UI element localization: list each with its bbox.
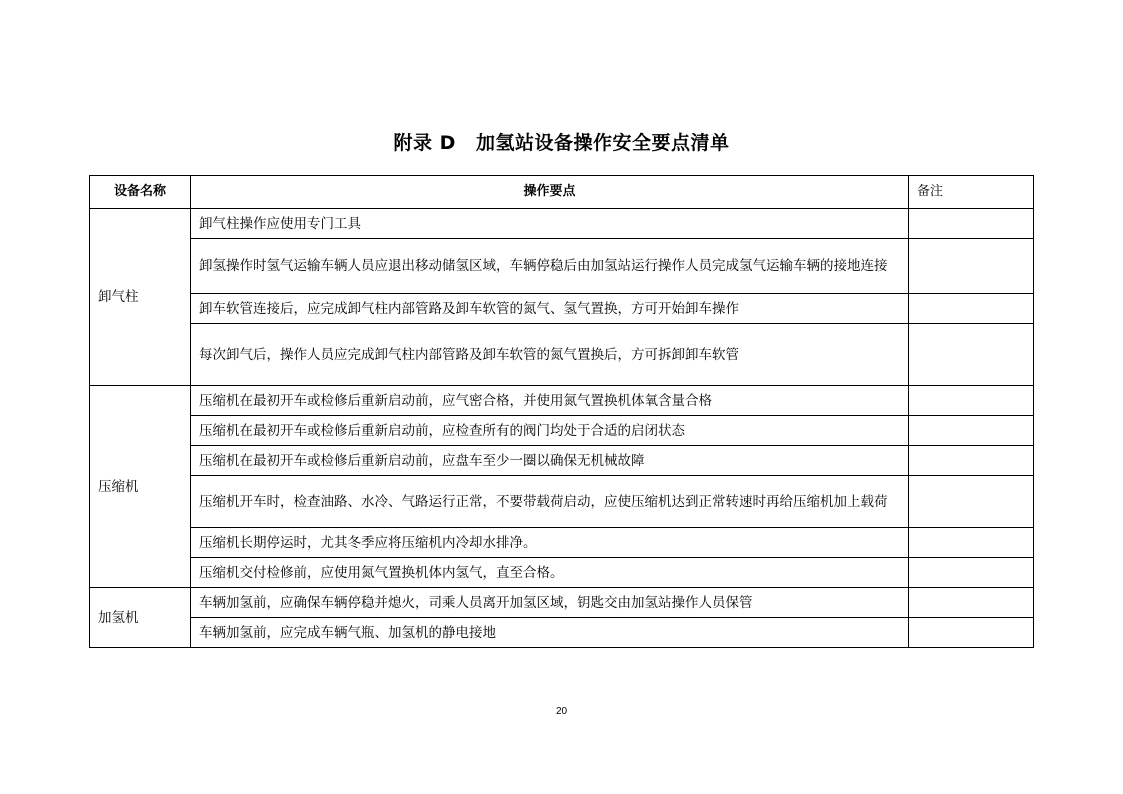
page-number: 20 — [555, 706, 568, 717]
table-header-row — [90, 176, 1034, 209]
table-row — [90, 416, 1034, 446]
table-row — [90, 558, 1034, 588]
appendix-title: 加氢站设备操作安全要点清单 — [475, 132, 730, 154]
page-title — [0, 128, 1123, 155]
equipment-cell: 卸气柱 — [90, 209, 191, 386]
note-cell — [909, 588, 1034, 618]
table-row — [90, 618, 1034, 648]
operation-point-cell: 卸车软管连接后，应完成卸气柱内部管路及卸车软管的氮气、氢气置换，方可开始卸车操作 — [191, 294, 909, 324]
table-row — [90, 386, 1034, 416]
note-cell — [909, 239, 1034, 294]
operation-point-cell: 压缩机开车时，检查油路、水冷、气路运行正常，不要带载荷启动，应使压缩机达到正常转速时再给压缩机加上载荷 — [191, 476, 909, 528]
note-cell — [909, 618, 1034, 648]
note-cell — [909, 416, 1034, 446]
operation-point-cell: 每次卸气后，操作人员应完成卸气柱内部管路及卸车软管的氮气置换后，方可拆卸卸车软管 — [191, 324, 909, 386]
note-cell — [909, 324, 1034, 386]
note-cell — [909, 476, 1034, 528]
table-row — [90, 294, 1034, 324]
header-operation-points: 操作要点 — [191, 176, 909, 209]
table-row — [90, 209, 1034, 239]
note-cell — [909, 558, 1034, 588]
safety-checklist-table — [89, 175, 1034, 648]
note-cell — [909, 209, 1034, 239]
operation-point-cell: 车辆加氢前，应完成车辆气瓶、加氢机的静电接地 — [191, 618, 909, 648]
operation-point-cell: 压缩机长期停运时，尤其冬季应将压缩机内冷却水排净。 — [191, 528, 909, 558]
note-cell — [909, 446, 1034, 476]
operation-point-cell: 压缩机在最初开车或检修后重新启动前，应气密合格，并使用氮气置换机体氧含量合格 — [191, 386, 909, 416]
table-row — [90, 239, 1034, 294]
table-row — [90, 588, 1034, 618]
operation-point-cell: 压缩机在最初开车或检修后重新启动前，应检查所有的阀门均处于合适的启闭状态 — [191, 416, 909, 446]
note-cell — [909, 294, 1034, 324]
header-note: 备注 — [909, 176, 1034, 209]
table-row — [90, 446, 1034, 476]
operation-point-cell: 卸氢操作时氢气运输车辆人员应退出移动储氢区域，车辆停稳后由加氢站运行操作人员完成氢气运输车辆的接地连接 — [191, 239, 909, 294]
header-equipment: 设备名称 — [90, 176, 191, 209]
equipment-cell: 加氢机 — [90, 588, 191, 648]
equipment-cell: 压缩机 — [90, 386, 191, 588]
table-row — [90, 528, 1034, 558]
operation-point-cell: 压缩机在最初开车或检修后重新启动前，应盘车至少一圈以确保无机械故障 — [191, 446, 909, 476]
appendix-label: 附录 D — [393, 132, 456, 154]
table-row — [90, 476, 1034, 528]
operation-point-cell: 卸气柱操作应使用专门工具 — [191, 209, 909, 239]
table-row — [90, 324, 1034, 386]
note-cell — [909, 386, 1034, 416]
note-cell — [909, 528, 1034, 558]
operation-point-cell: 车辆加氢前，应确保车辆停稳并熄火，司乘人员离开加氢区域，钥匙交由加氢站操作人员保管 — [191, 588, 909, 618]
operation-point-cell: 压缩机交付检修前，应使用氮气置换机体内氢气，直至合格。 — [191, 558, 909, 588]
